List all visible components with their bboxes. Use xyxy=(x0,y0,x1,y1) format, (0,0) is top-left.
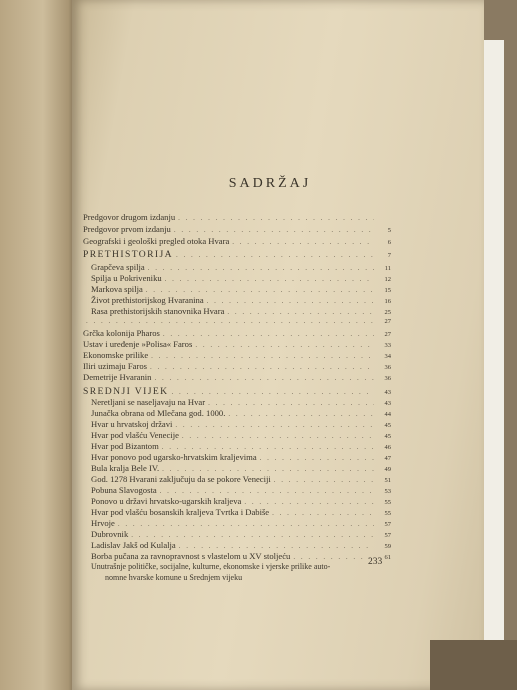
toc-entry: Borba pučana za ravnopravnost s vlastelom u XV stoljeću . . . 61 xyxy=(83,551,391,562)
toc-entry: Rasa prethistorijskih stanovnika Hvara . . . 25 xyxy=(83,306,391,317)
toc-entry: God. 1278 Hvarani zaključuju da se pokore Veneciji . . . 51 xyxy=(83,474,391,485)
left-page xyxy=(0,0,78,690)
toc-entry: Život prethistorijskog Hvaranina . . . 16 xyxy=(83,295,391,306)
toc-entry: Spilja u Pokriveniku . . . 12 xyxy=(83,273,391,284)
toc-section: SREDNJI VIJEK . . . 43 xyxy=(83,386,391,397)
toc-section: PRETHISTORIJA . . . 7 xyxy=(83,249,391,260)
toc-entry: Predgovor prvom izdanju . . . 5 xyxy=(83,224,391,235)
toc-entry: Ponovo u državi hrvatsko-ugarskih kraljeva . . . 55 xyxy=(83,496,391,507)
toc-entry: nomne hvarske komune u Srednjem vijeku xyxy=(105,573,243,582)
toc-entry: Grčka kolonija Pharos . . . 27 xyxy=(83,328,391,339)
toc-entry: Bula kralja Bele IV. . . . 49 xyxy=(83,463,391,474)
toc-entry: . . . 27 xyxy=(83,317,391,328)
toc-entry: Unutrašnje političke, socijalne, kulturne, ekonomske i vjerske prilike auto- xyxy=(91,562,331,571)
toc-entry: Neretljani se naseljavaju na Hvar . . . 43 xyxy=(83,397,391,408)
toc-entry: Junačka obrana od Mlečana god. 1000. . . . 44 xyxy=(83,408,391,419)
toc-entry: Hvar pod vlašću bosanskih kraljeva Tvrtka i Dabiše . . . 55 xyxy=(83,507,391,518)
toc-entry: Hvar ponovo pod ugarsko-hrvatskim kraljevima . . . 47 xyxy=(83,452,391,463)
toc-entry: Markova spilja . . . 15 xyxy=(83,284,391,295)
toc-entry: Hvar pod Bizantom . . . 46 xyxy=(83,441,391,452)
toc-entry: Ekonomske prilike . . . 34 xyxy=(83,350,391,361)
book-cover-corner xyxy=(430,640,517,690)
toc-entry: Pobuna Slavogosta . . . 53 xyxy=(83,485,391,496)
page-edge xyxy=(484,40,504,640)
page-title: SADRŽAJ xyxy=(228,176,312,191)
toc-entry: Ladislav Jakš od Kulalja . . . 59 xyxy=(83,540,391,551)
toc-entry: Iliri uzimaju Faros . . . 36 xyxy=(83,361,391,372)
toc-entry: Geografski i geološki pregled otoka Hvara . . . 6 xyxy=(83,236,391,247)
toc-entry: Demetrije Hvaranin . . . 36 xyxy=(83,372,391,383)
toc-entry: Predgovor drugom izdanju . . . xyxy=(83,212,391,223)
toc-entry: Ustav i uređenje »Polisa« Faros . . . 33 xyxy=(83,339,391,350)
page-number: 233 xyxy=(368,557,383,567)
toc-entry: Dubrovnik . . . 57 xyxy=(83,529,391,540)
toc-entry: Hvar pod vlašću Venecije . . . 45 xyxy=(83,430,391,441)
toc-entry: Hvar u hrvatskoj državi . . . 45 xyxy=(83,419,391,430)
toc-entry: Grapčeva spilja . . . 11 xyxy=(83,262,391,273)
toc-entry: Hrvoje . . . 57 xyxy=(83,518,391,529)
